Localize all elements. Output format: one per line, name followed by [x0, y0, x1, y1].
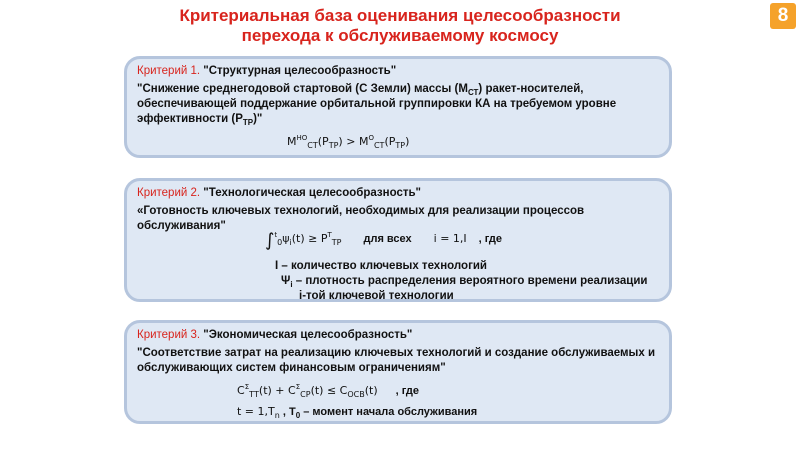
- formula-term: M: [358, 135, 369, 148]
- formula-term: (t) ≥ P: [291, 232, 328, 245]
- note-symbol: I: [275, 260, 279, 272]
- formula-where: , где: [395, 385, 420, 397]
- integral-sign: ∫: [265, 230, 275, 251]
- criterion-2-heading: [137, 186, 659, 201]
- criterion-1-key: Критерий 1.: [137, 65, 201, 77]
- criterion-3-key: Критерий 3.: [137, 329, 201, 341]
- criterion-3-name: "Экономическая целесообразность": [203, 329, 413, 341]
- criterion-1-formula: [287, 134, 409, 149]
- integral-lower-limit: 0: [277, 238, 283, 247]
- note-text: – количество ключевых технологий: [278, 260, 487, 272]
- integral-upper-limit: t: [274, 231, 278, 239]
- formula-term: ψ: [282, 232, 290, 245]
- criterion-1-statement-sub-1: СТ: [467, 88, 479, 97]
- criterion-2-formula: [265, 230, 503, 251]
- formula-term: (P: [384, 135, 396, 148]
- formula-term: (P: [317, 135, 329, 148]
- formula-sub: ТТ: [249, 390, 259, 399]
- criterion-1-statement-part-2: ) ракет-носителей, обеспечивающей поддержание орбитальной группировки КА на требуемом уровне эффективности (P: [137, 83, 617, 125]
- formula-where: , где: [478, 233, 503, 245]
- formula-sup: Σ: [244, 383, 250, 391]
- formula-sub: ТР: [395, 141, 406, 150]
- formula-sup: T: [327, 231, 332, 239]
- formula-term: M: [287, 135, 297, 148]
- formula-index-range: i = 1,I: [433, 232, 467, 245]
- formula-sub: n: [274, 411, 280, 420]
- formula-sub: 0: [295, 411, 301, 420]
- formula-sub: i: [289, 238, 292, 247]
- note-text: – плотность распределения вероятного времени реализации: [292, 275, 648, 287]
- criterion-1-name: "Структурная целесообразность": [203, 65, 397, 77]
- criterion-3-formula-2: [237, 404, 477, 420]
- criterion-2-notes: [275, 259, 647, 304]
- formula-sup: Σ: [295, 383, 301, 391]
- criterion-1-statement-sub-2: ТР: [242, 118, 254, 127]
- formula-sub: ТР: [328, 141, 339, 150]
- note-item: i-той ключевой технологии: [299, 290, 454, 302]
- formula-sub: ОСВ: [347, 390, 365, 399]
- criterion-1-heading: [137, 64, 659, 79]
- formula-sub: СР: [300, 390, 311, 399]
- note-symbol: Ψ: [281, 275, 291, 287]
- criterion-2-statement: «Готовность ключевых технологий, необходимых для реализации процессов обслуживания": [137, 205, 585, 232]
- formula-description: – момент начала обслуживания: [300, 406, 478, 418]
- formula-sup: О: [368, 134, 374, 142]
- formula-term: ): [405, 135, 410, 148]
- note-item: [275, 274, 647, 289]
- page-number-badge: 8: [770, 3, 796, 29]
- formula-term: (t) ≤ C: [310, 384, 348, 397]
- formula-sup: НО: [296, 134, 308, 142]
- slide-title-line-2: перехода к обслуживаемому космосу: [241, 26, 559, 45]
- formula-term: (t) + C: [258, 384, 296, 397]
- formula-term: (t): [364, 384, 378, 397]
- formula-for-all: для всех: [363, 233, 412, 245]
- criterion-3-card: [124, 320, 672, 424]
- formula-sub: ТР: [331, 238, 342, 247]
- note-symbol-sub: i: [290, 280, 293, 289]
- formula-term: C: [237, 384, 245, 397]
- formula-term: ): [338, 135, 343, 148]
- formula-sub: СТ: [373, 141, 385, 150]
- criterion-3-heading: [137, 328, 659, 343]
- formula-range: t = 1,T: [237, 405, 275, 418]
- criterion-1-statement-part-3: )": [253, 113, 263, 125]
- criterion-1-statement-part-1: "Снижение среднегодовой стартовой (С Земли) массы (M: [137, 83, 468, 95]
- criterion-1-statement: [137, 82, 659, 127]
- criterion-2-key: Критерий 2.: [137, 187, 201, 199]
- criterion-2-card: [124, 178, 672, 302]
- formula-term: , T: [279, 406, 296, 418]
- criterion-3-formula-1: [237, 383, 419, 399]
- criterion-3-statement: "Соответствие затрат на реализацию ключевых технологий и создание обслуживаемых и обслуживающих систем финансовым ограничениям": [137, 347, 656, 374]
- formula-sub: СТ: [307, 141, 318, 150]
- slide-title: [100, 6, 700, 46]
- formula-operator: >: [342, 135, 359, 148]
- note-item: [275, 259, 647, 274]
- criterion-1-card: [124, 56, 672, 158]
- slide-title-line-1: Критериальная база оценивания целесообразности: [179, 6, 621, 25]
- criterion-2-name: "Технологическая целесообразность": [203, 187, 421, 199]
